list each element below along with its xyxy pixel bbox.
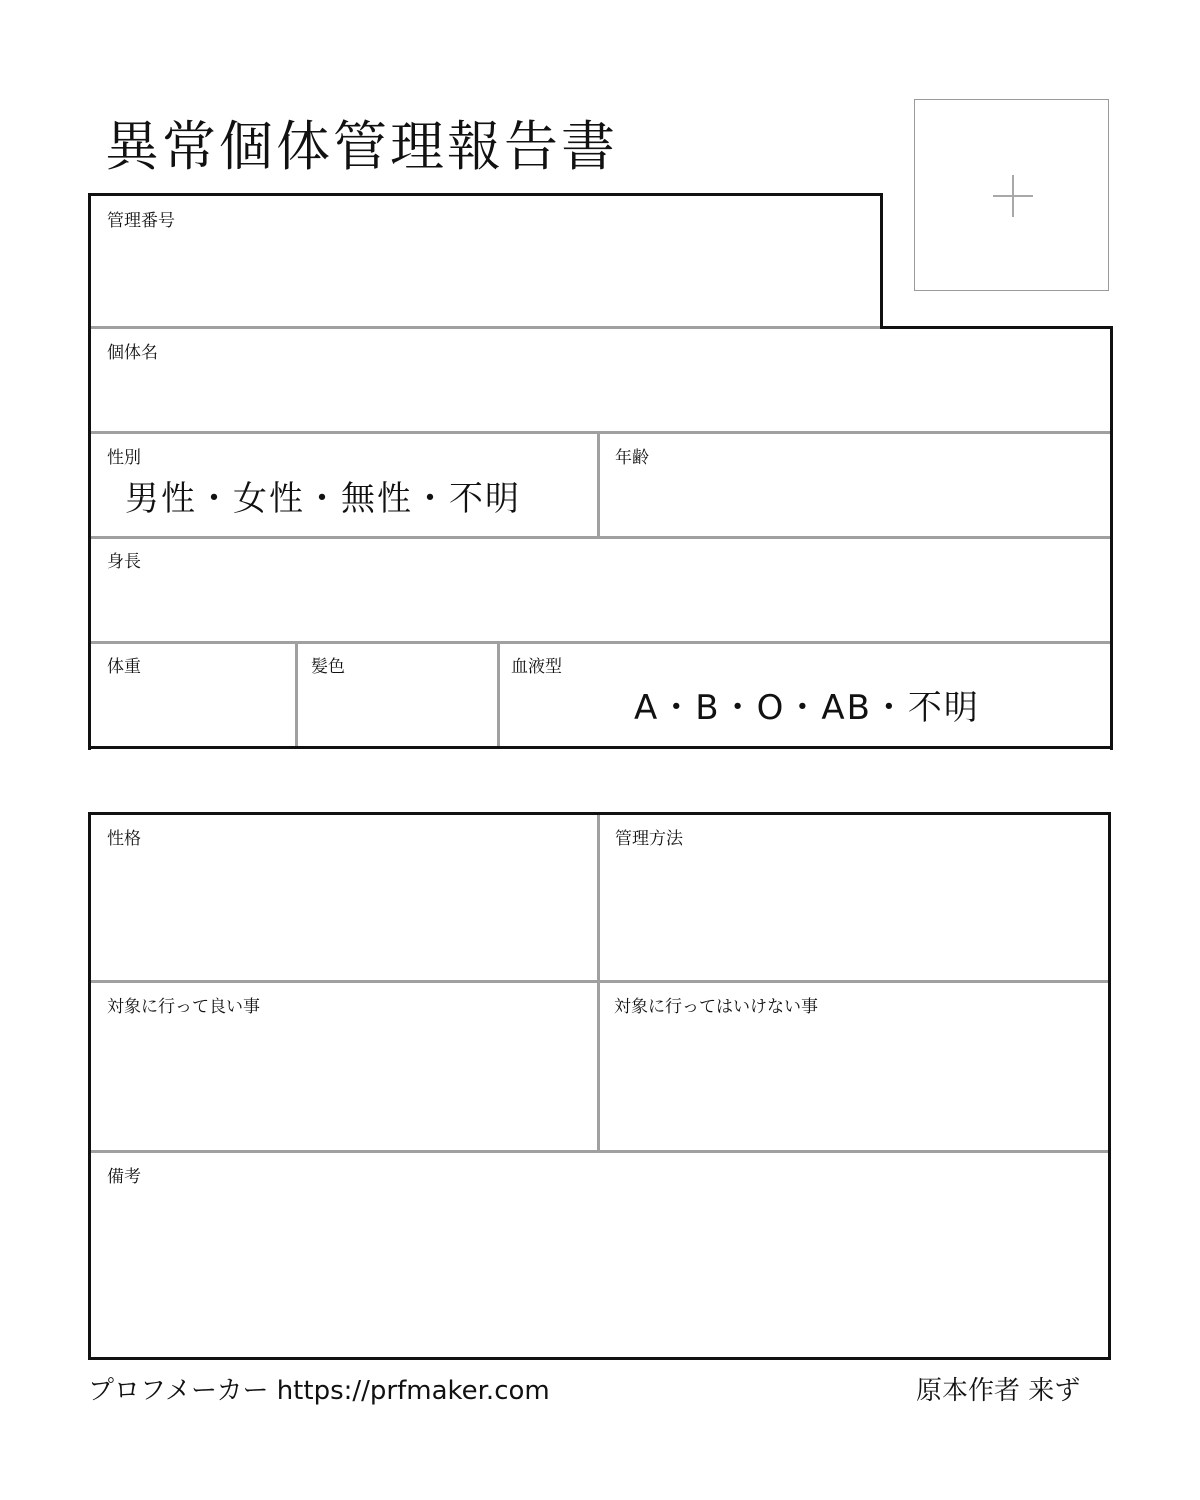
good-things-field[interactable] (91, 983, 597, 1150)
height-label: 身長 (107, 552, 141, 572)
author-credit: 原本作者 来ず (916, 1376, 1081, 1406)
photo-placeholder[interactable] (914, 99, 1109, 291)
personality-field[interactable] (91, 815, 597, 980)
management-method-label: 管理方法 (615, 829, 683, 849)
bad-things-label: 対象に行ってはいけない事 (614, 997, 818, 1017)
remarks-field[interactable] (91, 1153, 1108, 1357)
age-field[interactable] (600, 434, 1110, 536)
maker-credit: プロフメーカー https://prfmaker.com (88, 1376, 550, 1406)
blood-type-options: A・B・O・AB・不明 (634, 688, 980, 728)
blood-type-field[interactable] (500, 644, 1110, 746)
weight-label: 体重 (107, 657, 141, 677)
management-number-field[interactable] (91, 196, 880, 326)
sex-options: 男性・女性・無性・不明 (125, 479, 521, 519)
hair-color-label: 髪色 (311, 657, 345, 677)
bad-things-field[interactable] (600, 983, 1108, 1150)
remarks-label: 備考 (107, 1167, 141, 1187)
individual-name-field[interactable] (91, 329, 1110, 431)
sex-field[interactable] (91, 434, 597, 536)
management-number-label: 管理番号 (107, 211, 175, 231)
document-title: 異常個体管理報告書 (105, 115, 618, 178)
blood-type-label: 血液型 (511, 657, 562, 677)
height-field[interactable] (91, 539, 1110, 641)
weight-field[interactable] (91, 644, 295, 746)
sex-label: 性別 (107, 448, 141, 468)
good-things-label: 対象に行って良い事 (107, 997, 260, 1017)
individual-name-label: 個体名 (107, 343, 158, 363)
age-label: 年齢 (615, 448, 649, 468)
hair-color-field[interactable] (298, 644, 497, 746)
personality-label: 性格 (107, 829, 141, 849)
management-method-field[interactable] (600, 815, 1108, 980)
